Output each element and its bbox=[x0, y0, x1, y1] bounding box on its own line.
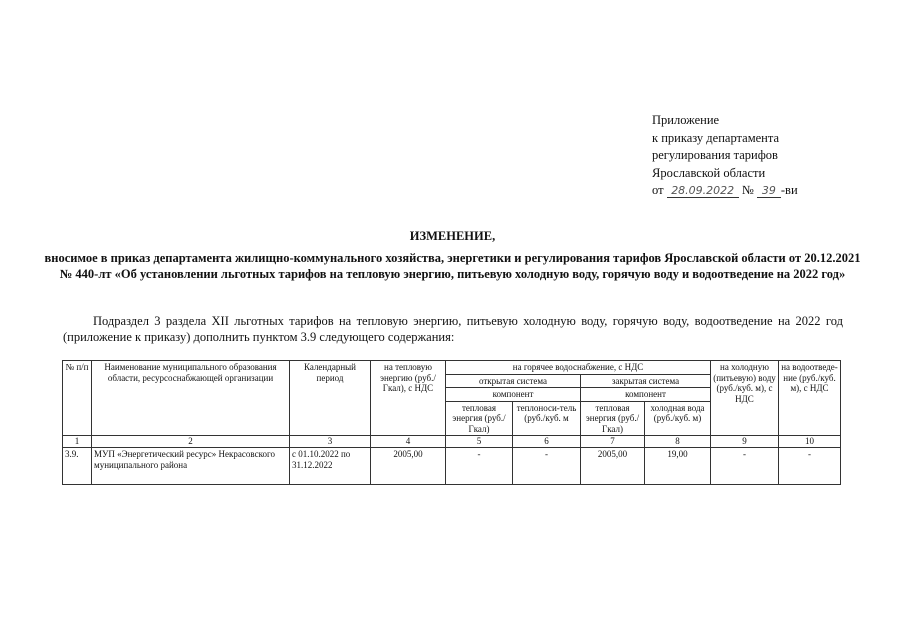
tariffs-table bbox=[62, 360, 841, 485]
handwritten-number: 39 bbox=[757, 184, 781, 198]
header-open-carrier: теплоноси-тель (руб./куб. м bbox=[513, 401, 581, 436]
header-closed-heat: тепловая энергия (руб./Гкал) bbox=[581, 401, 645, 436]
row-sewage: - bbox=[779, 448, 841, 485]
column-number: 8 bbox=[645, 436, 711, 448]
row-num: 3.9. bbox=[63, 448, 92, 485]
header-num: № п/п bbox=[63, 361, 92, 436]
row-open-heat: - bbox=[446, 448, 513, 485]
row-closed-heat: 2005,00 bbox=[581, 448, 645, 485]
body-paragraph: Подраздел 3 раздела XII льготных тарифов на тепловую энергию, питьевую холодную воду, горячую воду, водоотведение на 2022 год (приложение к приказу) дополнить пунктом 3.9 следующего содержания: bbox=[63, 314, 843, 344]
number-prefix: № bbox=[741, 183, 754, 197]
document-title bbox=[40, 228, 865, 282]
column-number-row bbox=[63, 436, 841, 448]
header-sewage: на водоотведе-ние (руб./куб. м), с НДС bbox=[779, 361, 841, 436]
column-number: 1 bbox=[63, 436, 92, 448]
row-name: МУП «Энергетический ресурс» Некрасовского муниципального района bbox=[92, 448, 290, 485]
appendix-date-line bbox=[652, 182, 798, 200]
header-row-1 bbox=[63, 361, 841, 375]
header-closed-system: закрытая система bbox=[581, 374, 711, 388]
header-cold-water: на холодную (питьевую) воду (руб./куб. м), с НДС bbox=[711, 361, 779, 436]
date-prefix: от bbox=[652, 183, 664, 197]
row-period: с 01.10.2022 по 31.12.2022 bbox=[290, 448, 371, 485]
column-number: 3 bbox=[290, 436, 371, 448]
header-component-closed: компонент bbox=[581, 388, 711, 402]
appendix-line-1: Приложение bbox=[652, 113, 720, 127]
column-number: 6 bbox=[513, 436, 581, 448]
header-open-heat: тепловая энергия (руб./Гкал) bbox=[446, 401, 513, 436]
column-number: 7 bbox=[581, 436, 645, 448]
header-name: Наименование муниципального образования области, ресурсоснабжающей организации bbox=[92, 361, 290, 436]
column-number: 4 bbox=[371, 436, 446, 448]
header-period: Календарный период bbox=[290, 361, 371, 436]
appendix-block bbox=[652, 112, 798, 200]
title-heading: ИЗМЕНЕНИЕ, bbox=[409, 229, 496, 243]
header-closed-water: холодная вода (руб./куб. м) bbox=[645, 401, 711, 436]
row-cold-water: - bbox=[711, 448, 779, 485]
column-number: 2 bbox=[92, 436, 290, 448]
column-number: 9 bbox=[711, 436, 779, 448]
row-closed-water: 19,00 bbox=[645, 448, 711, 485]
column-number: 5 bbox=[446, 436, 513, 448]
header-heat: на тепловую энергию (руб./Гкал), с НДС bbox=[371, 361, 446, 436]
table-row bbox=[63, 448, 841, 485]
handwritten-date: 28.09.2022 bbox=[667, 184, 739, 198]
number-suffix: -ви bbox=[780, 183, 798, 197]
header-open-system: открытая система bbox=[446, 374, 581, 388]
appendix-line-2: к приказу департамента bbox=[652, 130, 780, 145]
title-subheading: вносимое в приказ департамента жилищно-коммунального хозяйства, энергетики и регулирования тарифов Ярославской области от 20.12.2021 № 440-лт «Об установлении льготных тарифов на тепловую энергию, питьевую холодную воду, горячую воду и водоотведение на 2022 год» bbox=[44, 251, 861, 281]
appendix-line-4: Ярославской области bbox=[652, 165, 766, 180]
row-open-carrier: - bbox=[513, 448, 581, 485]
appendix-line-3: регулирования тарифов bbox=[652, 148, 778, 162]
row-heat: 2005,00 bbox=[371, 448, 446, 485]
column-number: 10 bbox=[779, 436, 841, 448]
header-component-open: компонент bbox=[446, 388, 581, 402]
header-hot-water: на горячее водоснабжение, с НДС bbox=[446, 361, 711, 375]
